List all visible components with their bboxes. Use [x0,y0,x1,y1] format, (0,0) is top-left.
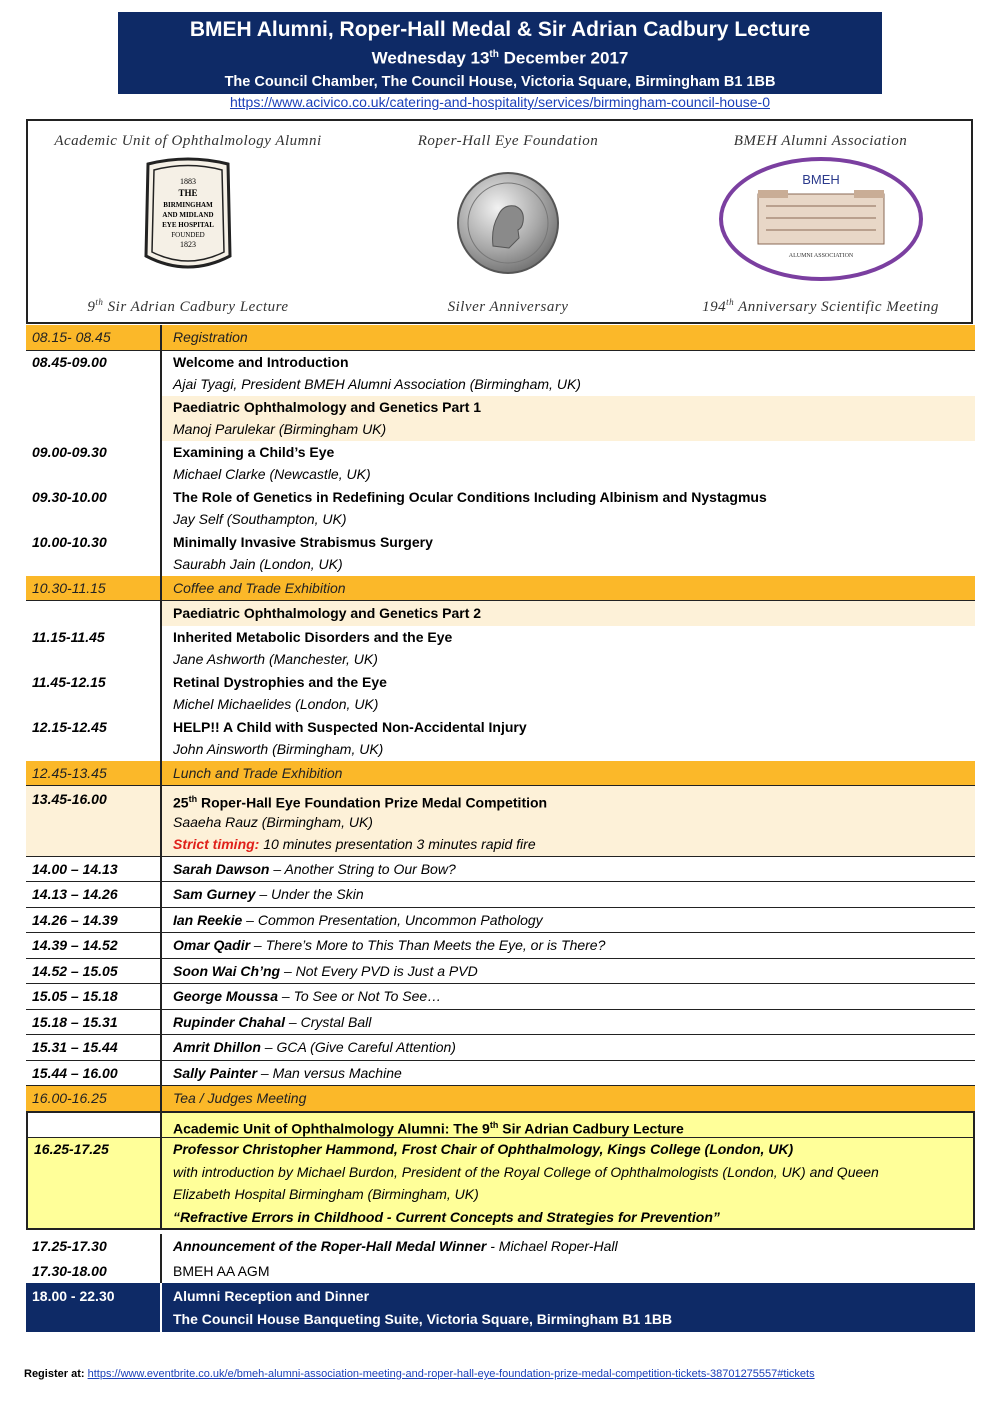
talk-title: – Under the Skin [255,886,364,902]
talk-content [160,857,975,882]
venue-link[interactable]: https://www.acivico.co.uk/catering-and-hospitality/services/birmingham-council-house-0 [229,94,770,110]
talk-row [26,1035,975,1061]
talk-content [160,1010,975,1035]
row-label: Coffee and Trade Exhibition [160,576,975,601]
lecture-speaker: Professor Christopher Hammond, Frost Chair of Ophthalmology, Kings College (London, UK) [173,1141,794,1157]
row-time: 14.26 – 14.39 [32,911,118,928]
announcement-by: - Michael Roper-Hall [486,1238,618,1254]
row-time: 08.15- 08.45 [32,329,111,345]
part1-row [26,396,975,441]
talk-row [26,1061,975,1087]
row-time: 14.39 – 14.52 [32,937,118,953]
row-time: 14.13 – 14.26 [32,886,118,902]
crest-line: AND MIDLAND [162,211,214,219]
alumni-logo-column [28,121,348,322]
talk-content [160,933,975,958]
register-line [24,1368,815,1380]
alumni-logo-footer: 9th Sir Adrian Cadbury Lecture [87,297,289,315]
talk-content [160,959,975,984]
badge-text: BMEH [801,172,840,187]
talk-row [26,984,975,1010]
association-badge-icon [716,154,926,284]
row-time: 14.52 – 15.05 [32,962,118,979]
event-date: Wednesday 13th December 2017 [371,48,629,68]
row-time: 16.00-16.25 [32,1090,107,1106]
talk-content [160,908,975,933]
part2-row [26,601,975,626]
talk-row [26,933,975,959]
talk-speaker: Amrit Dhillon [173,1039,261,1055]
talk-title: – To See or Not To See… [278,988,442,1004]
tea-row [26,1086,975,1113]
alumni-logo-title: Academic Unit of Ophthalmology Alumni [54,133,322,149]
session-speaker: Michel Michaelides (London, UK) [173,696,379,712]
talk-title: – Not Every PVD is Just a PVD [280,962,478,979]
talk-title: – Common Presentation, Uncommon Pathology [242,911,543,928]
row-time: 12.15-12.45 [32,718,107,735]
crest-line: EYE HOSPITAL [162,221,214,229]
session-title: 25th Roper-Hall Eye Foundation Prize Medal Competition [173,794,548,811]
medal-icon [453,168,563,278]
register-link[interactable]: https://www.eventbrite.co.uk/e/bmeh-alumni-association-meeting-and-roper-hall-eye-foundation-prize-medal-competition-tickets-38701275557#tickets [87,1368,815,1380]
crest-line: FOUNDED [171,231,205,239]
row-time: 17.25-17.30 [32,1238,107,1254]
row-time: 09.00-09.30 [32,443,107,460]
session-speaker: Michael Clarke (Newcastle, UK) [173,466,371,482]
row-time: 18.00 - 22.30 [32,1288,115,1304]
row-time: 10.00-10.30 [32,533,107,550]
talk-content [160,984,975,1009]
session-row [26,486,975,531]
header-banner [118,12,882,94]
talk-title: – Crystal Ball [285,1013,372,1030]
talk-speaker: Sam Gurney [173,886,256,902]
register-label: Register at: [24,1368,85,1380]
talk-content [160,1061,975,1086]
announcement-row [26,1234,975,1259]
row-time: 13.45-16.00 [32,791,107,807]
row-time: 11.45-12.15 [32,673,106,690]
programme-table [26,325,975,1332]
event-venue: The Council Chamber, The Council House, Victoria Square, Birmingham B1 1BB [224,73,776,90]
section-title: Paediatric Ophthalmology and Genetics Part 2 [173,605,482,621]
foundation-logo-title: Roper-Hall Eye Foundation [417,133,599,149]
timing-note: Strict timing: 10 minutes presentation 3 minutes rapid fire [173,836,536,852]
session-row [26,716,975,761]
session-row [26,671,975,716]
row-time: 08.45-09.00 [32,353,107,370]
lecture-block [26,1113,975,1231]
talk-content [160,1035,975,1060]
session-title: Retinal Dystrophies and the Eye [173,673,387,690]
talk-speaker: Rupinder Chahal [173,1013,286,1030]
lecture-intro: with introduction by Michael Burdon, President of the Royal College of Ophthalmologists (London, UK) and Queen [173,1163,879,1180]
foundation-logo-footer: Silver Anniversary [447,299,569,315]
session-row [26,626,975,671]
session-speaker: Jane Ashworth (Manchester, UK) [173,651,378,667]
talk-row [26,1010,975,1036]
session-title: Examining a Child’s Eye [173,443,335,460]
lecture-intro: Elizabeth Hospital Birmingham (Birmingham, UK) [173,1186,479,1202]
talk-title: – Man versus Machine [257,1064,402,1081]
section-chair: Manoj Parulekar (Birmingham UK) [173,421,387,437]
session-speaker: John Ainsworth (Birmingham, UK) [173,741,384,757]
announcement-title: Announcement of the Roper-Hall Medal Winner [173,1238,487,1254]
row-label: Lunch and Trade Exhibition [160,761,975,786]
talk-row [26,908,975,934]
crest-icon [138,156,238,274]
row-time: 09.30-10.00 [32,488,107,505]
talk-title: – Another String to Our Bow? [269,860,456,877]
row-time: 15.31 – 15.44 [32,1039,118,1055]
association-logo-title: BMEH Alumni Association [733,133,908,149]
talk-speaker: Sally Painter [173,1064,258,1081]
talk-title: – There’s More to This Than Meets the Eye, or is There? [250,937,606,953]
dinner-row [26,1283,975,1332]
session-title: The Role of Genetics in Redefining Ocular Conditions Including Albinism and Nystagmus [173,488,767,505]
session-title: HELP!! A Child with Suspected Non-Accidental Injury [173,718,527,735]
row-time: 17.30-18.00 [32,1262,107,1279]
foundation-logo-column [388,121,628,322]
session-row [26,531,975,576]
row-time: 15.18 – 15.31 [32,1013,118,1030]
association-logo-column [668,121,973,322]
session-row [26,441,975,486]
event-title: BMEH Alumni, Roper-Hall Medal & Sir Adrian Cadbury Lecture [189,18,811,41]
crest-line: 1823 [180,240,196,249]
dinner-place: The Council House Banqueting Suite, Victoria Square, Birmingham B1 1BB [173,1310,673,1327]
row-time: 14.00 – 14.13 [32,860,118,877]
crest-line: 1883 [180,177,196,186]
talk-row [26,959,975,985]
talk-speaker: Sarah Dawson [173,860,270,877]
logo-panel [26,119,973,324]
crest-line: THE [178,188,198,198]
lecture-title: “Refractive Errors in Childhood - Current Concepts and Strategies for Prevention” [173,1208,720,1225]
lecture-row [28,1138,973,1228]
talk-speaker: Ian Reekie [173,911,243,928]
session-title: Minimally Invasive Strabismus Surgery [173,533,433,550]
row-time: 11.15-11.45 [32,628,105,645]
row-time: 15.44 – 16.00 [32,1064,118,1081]
section-title: Paediatric Ophthalmology and Genetics Part 1 [173,398,482,415]
row-time: 16.25-17.25 [34,1141,109,1157]
talk-speaker: George Moussa [173,988,279,1004]
agm-row [26,1259,975,1284]
talk-content [160,882,975,907]
session-speaker: Saurabh Jain (London, UK) [173,556,343,572]
lunch-row [26,761,975,787]
session-chair: Saaeha Rauz (Birmingham, UK) [173,813,373,830]
association-logo-footer: 194th Anniversary Scientific Meeting [702,297,939,315]
row-time: 15.05 – 15.18 [32,988,118,1004]
session-title: Inherited Metabolic Disorders and the Eye [173,628,453,645]
medal-competition-row [26,786,975,857]
session-speaker: Ajai Tyagi, President BMEH Alumni Association (Birmingham, UK) [173,376,581,392]
lecture-heading-row [28,1113,973,1139]
talk-row [26,882,975,908]
session-title: Welcome and Introduction [173,353,349,370]
row-time: 10.30-11.15 [32,579,106,596]
crest-line: BIRMINGHAM [163,201,213,209]
row-time: 12.45-13.45 [32,764,107,781]
talks-list [26,857,975,1087]
row-label: Tea / Judges Meeting [160,1086,975,1111]
row-label: BMEH AA AGM [160,1259,975,1284]
dinner-title: Alumni Reception and Dinner [173,1288,370,1304]
welcome-row [26,351,975,396]
talk-speaker: Omar Qadir [173,937,251,953]
registration-row [26,325,975,351]
coffee-row [26,576,975,602]
badge-caption: ALUMNI ASSOCIATION [788,253,853,259]
talk-speaker: Soon Wai Ch’ng [173,962,281,979]
talk-title: – GCA (Give Careful Attention) [260,1039,456,1055]
talk-row [26,857,975,883]
lecture-heading: Academic Unit of Ophthalmology Alumni: The 9th Sir Adrian Cadbury Lecture [173,1119,684,1137]
row-label: Registration [160,325,975,350]
session-speaker: Jay Self (Southampton, UK) [173,511,347,527]
